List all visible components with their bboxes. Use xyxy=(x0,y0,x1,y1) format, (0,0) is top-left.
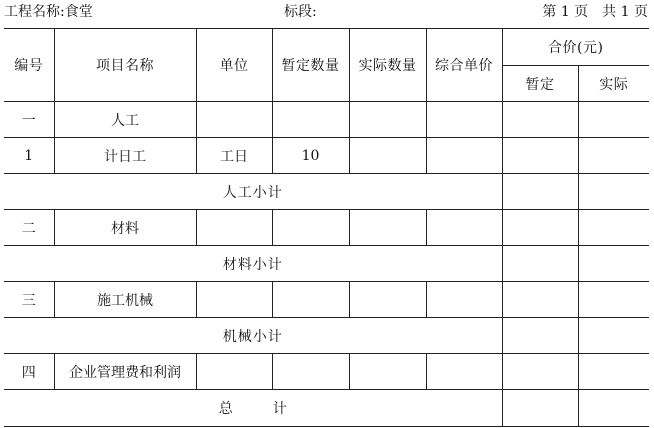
col-unit-price-header: 综合单价 xyxy=(426,29,502,102)
table-row-labor-subtotal xyxy=(4,174,649,210)
labor-subtotal-label: 人工小计 xyxy=(4,174,502,210)
row-no: 一 xyxy=(4,102,54,138)
grand-total-label xyxy=(4,390,502,427)
col-total-provisional-header: 暂定 xyxy=(502,66,578,102)
col-no-header: 编号 xyxy=(4,29,54,102)
table-row-material xyxy=(4,210,649,246)
page-indicator: 第 1 页 共 1 页 xyxy=(542,4,648,20)
table-row-labor xyxy=(4,102,649,138)
grand-total-left-char: 总 xyxy=(218,401,233,417)
col-total-actual-header: 实际 xyxy=(578,66,649,102)
table-row-mgmt xyxy=(4,354,649,390)
row-no: 四 xyxy=(4,354,54,390)
row-item-name: 计日工 xyxy=(54,138,196,174)
row-no: 三 xyxy=(4,282,54,318)
grand-total-right-char: 计 xyxy=(272,401,287,417)
row-provisional-qty: 10 xyxy=(272,138,349,174)
row-no: 二 xyxy=(4,210,54,246)
col-item-name-header: 项目名称 xyxy=(54,29,196,102)
col-total-price-header: 合价(元) xyxy=(502,29,649,66)
row-item-name: 施工机械 xyxy=(54,282,196,318)
table-row-material-subtotal xyxy=(4,246,649,282)
row-no: 1 xyxy=(4,138,54,174)
row-item-name: 材料 xyxy=(54,210,196,246)
row-item-name: 企业管理费和利润 xyxy=(54,354,196,390)
row-unit: 工日 xyxy=(196,138,272,174)
table-row-machinery-subtotal xyxy=(4,318,649,354)
machinery-subtotal-label: 机械小计 xyxy=(4,318,502,354)
project-name: 工程名称:食堂 xyxy=(4,4,93,20)
material-subtotal-label: 材料小计 xyxy=(4,246,502,282)
table-row-labor-item xyxy=(4,138,649,174)
col-provisional-qty-header: 暂定数量 xyxy=(272,29,349,102)
table-row-machinery xyxy=(4,282,649,318)
col-unit-header: 单位 xyxy=(196,29,272,102)
table-row-grand-total xyxy=(4,390,649,427)
daywork-table xyxy=(4,28,649,427)
header-row-1 xyxy=(4,29,649,66)
section-label: 标段: xyxy=(284,4,317,20)
row-item-name: 人工 xyxy=(54,102,196,138)
col-actual-qty-header: 实际数量 xyxy=(349,29,426,102)
